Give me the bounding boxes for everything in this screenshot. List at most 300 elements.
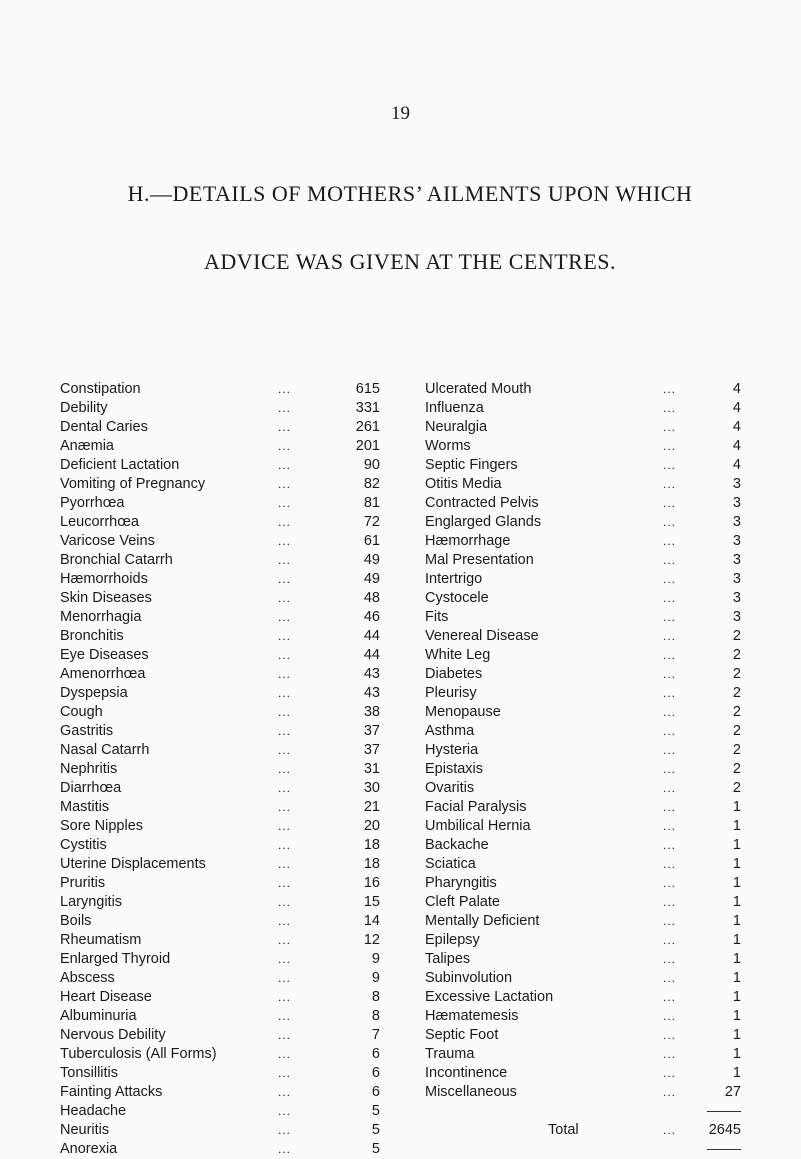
ailment-row: [60, 1064, 380, 1083]
ailment-row: [60, 1121, 380, 1140]
ailment-count: 20: [363, 818, 380, 834]
leader-dots: ...: [278, 667, 292, 681]
ailment-name: Cleft Palate: [425, 894, 500, 910]
ailment-count: 1: [732, 837, 741, 853]
leader-dots: ...: [278, 819, 292, 833]
ailment-name: Worms: [425, 438, 471, 454]
ailment-row: [425, 475, 741, 494]
ailment-count: 12: [363, 932, 380, 948]
ailment-name: Pharyngitis: [425, 875, 497, 891]
ailment-count: 3: [732, 533, 741, 549]
ailment-count: 90: [363, 457, 380, 473]
ailment-row: [60, 437, 380, 456]
ailment-count: 18: [363, 837, 380, 853]
ailment-row: [425, 912, 741, 931]
ailment-name: Mastitis: [60, 799, 110, 815]
leader-dots: ...: [278, 1104, 292, 1118]
ailment-name: Hæmatemesis: [425, 1008, 519, 1024]
ailment-count: 2: [732, 685, 741, 701]
ailment-row: [60, 646, 380, 665]
ailment-name: Excessive Lactation: [425, 989, 554, 1005]
ailment-count: 8: [371, 1008, 380, 1024]
leader-dots: ...: [663, 439, 677, 453]
ailment-count: 81: [363, 495, 380, 511]
leader-dots: ...: [278, 952, 292, 966]
ailment-name: Sciatica: [425, 856, 476, 872]
ailment-count: 1: [732, 875, 741, 891]
ailment-count: 1: [732, 1046, 741, 1062]
leader-dots: ...: [278, 420, 292, 434]
total-rule-top-row: [425, 1102, 741, 1121]
ailment-count: 261: [355, 419, 380, 435]
ailment-row: [425, 836, 741, 855]
leader-dots: ...: [663, 458, 677, 472]
leader-dots: ...: [663, 952, 677, 966]
ailment-name: Rheumatism: [60, 932, 142, 948]
ailment-count: 44: [363, 628, 380, 644]
ailment-row: [425, 893, 741, 912]
ailment-count: 2: [732, 780, 741, 796]
ailment-name: Deficient Lactation: [60, 457, 180, 473]
ailment-name: Dyspepsia: [60, 685, 128, 701]
ailment-count: 1: [732, 1008, 741, 1024]
ailment-name: Cystitis: [60, 837, 107, 853]
ailment-count: 1: [732, 1027, 741, 1043]
ailment-row: [60, 456, 380, 475]
ailment-count: 2: [732, 742, 741, 758]
ailment-count: 4: [732, 419, 741, 435]
ailment-name: Hæmorrhoids: [60, 571, 148, 587]
ailment-count: 331: [355, 400, 380, 416]
ailment-count: 4: [732, 438, 741, 454]
leader-dots: ...: [663, 990, 677, 1004]
leader-dots: ...: [663, 819, 677, 833]
leader-dots: ...: [663, 496, 677, 510]
ailment-name: Headache: [60, 1103, 127, 1119]
ailment-count: 1: [732, 970, 741, 986]
ailment-name: Enlarged Thyroid: [60, 951, 171, 967]
ailment-name: Ovaritis: [425, 780, 475, 796]
leader-dots: ...: [663, 534, 677, 548]
ailment-name: Influenza: [425, 400, 484, 416]
ailment-row: [60, 475, 380, 494]
ailment-name: Otitis Media: [425, 476, 502, 492]
ailment-row: [60, 950, 380, 969]
ailment-name: Tuberculosis (All Forms): [60, 1046, 217, 1062]
ailment-name: Septic Fingers: [425, 457, 518, 473]
ailment-name: Tonsillitis: [60, 1065, 119, 1081]
ailment-row: [60, 703, 380, 722]
leader-dots: ...: [663, 895, 677, 909]
ailment-row: [60, 665, 380, 684]
leader-dots: ...: [663, 838, 677, 852]
total-label: Total: [548, 1122, 579, 1138]
leader-dots: ...: [663, 553, 677, 567]
ailment-row: [425, 798, 741, 817]
ailment-count: 8: [371, 989, 380, 1005]
leader-dots: ...: [663, 781, 677, 795]
ailment-count: 37: [363, 742, 380, 758]
leader-dots: ...: [663, 420, 677, 434]
leader-dots: ...: [278, 401, 292, 415]
ailment-count: 46: [363, 609, 380, 625]
ailment-name: Sore Nipples: [60, 818, 144, 834]
ailment-count: 2: [732, 647, 741, 663]
leader-dots: ...: [278, 971, 292, 985]
ailment-row: [60, 627, 380, 646]
leader-dots: ...: [278, 876, 292, 890]
leader-dots: ...: [663, 762, 677, 776]
ailment-count: 4: [732, 457, 741, 473]
ailment-name: Albuminuria: [60, 1008, 137, 1024]
ailment-name: Anæmia: [60, 438, 114, 454]
ailment-name: Leucorrhœa: [60, 514, 139, 530]
ailment-count: 9: [371, 970, 380, 986]
leader-dots: ...: [663, 382, 677, 396]
leader-dots: ...: [278, 705, 292, 719]
ailment-count: 14: [363, 913, 380, 929]
leader-dots: ...: [278, 990, 292, 1004]
ailment-name: Epistaxis: [425, 761, 484, 777]
ailment-count: 16: [363, 875, 380, 891]
ailment-name: Trauma: [425, 1046, 475, 1062]
ailment-row: [60, 836, 380, 855]
leader-dots: ...: [278, 857, 292, 871]
ailment-row: [425, 1083, 741, 1102]
leader-dots: ...: [663, 610, 677, 624]
ailment-name: Talipes: [425, 951, 471, 967]
ailment-name: Debility: [60, 400, 108, 416]
leader-dots: ...: [278, 838, 292, 852]
ailment-name: Miscellaneous: [425, 1084, 517, 1100]
leader-dots: ...: [278, 458, 292, 472]
ailment-row: [425, 1007, 741, 1026]
ailment-name: Contracted Pelvis: [425, 495, 539, 511]
leader-dots: ...: [663, 914, 677, 928]
ailment-row: [60, 779, 380, 798]
ailment-row: [60, 1140, 380, 1159]
ailment-row: [425, 494, 741, 513]
ailment-count: 2: [732, 666, 741, 682]
ailment-count: 82: [363, 476, 380, 492]
leader-dots: ...: [278, 1123, 292, 1137]
ailment-row: [60, 608, 380, 627]
ailment-row: [425, 760, 741, 779]
ailment-row: [425, 950, 741, 969]
table-heading-line-2: ADVICE WAS GIVEN AT THE CENTRES.: [203, 249, 616, 274]
leader-dots: ...: [278, 1028, 292, 1042]
ailment-row: [60, 1026, 380, 1045]
leader-dots: ...: [278, 553, 292, 567]
ailment-row: [425, 399, 741, 418]
ailment-name: Ulcerated Mouth: [425, 381, 532, 397]
leader-dots: ...: [663, 1047, 677, 1061]
leader-dots: ...: [278, 1047, 292, 1061]
ailment-row: [425, 931, 741, 950]
leader-dots: ...: [278, 382, 292, 396]
ailment-row: [60, 1007, 380, 1026]
ailment-row: [425, 418, 741, 437]
ailment-count: 3: [732, 476, 741, 492]
total-rule-top: [707, 1111, 741, 1112]
ailment-name: Gastritis: [60, 723, 114, 739]
leader-dots: ...: [663, 876, 677, 890]
ailment-name: Epilepsy: [425, 932, 480, 948]
leader-dots: ...: [663, 1009, 677, 1023]
ailment-name: Uterine Displacements: [60, 856, 206, 872]
ailment-row: [425, 665, 741, 684]
leader-dots: ...: [663, 572, 677, 586]
page-number: 19: [391, 103, 410, 124]
ailment-row: [425, 722, 741, 741]
ailment-name: Cystocele: [425, 590, 489, 606]
ailment-count: 3: [732, 552, 741, 568]
ailment-count: 2: [732, 704, 741, 720]
leader-dots: ...: [278, 743, 292, 757]
ailment-row: [60, 1102, 380, 1121]
leader-dots: ...: [278, 933, 292, 947]
ailment-count: 3: [732, 571, 741, 587]
ailment-count: 9: [371, 951, 380, 967]
ailment-count: 6: [371, 1046, 380, 1062]
ailment-count: 3: [732, 495, 741, 511]
ailment-name: Boils: [60, 913, 92, 929]
ailment-name: Fainting Attacks: [60, 1084, 163, 1100]
leader-dots: ...: [278, 591, 292, 605]
ailment-row: [425, 1045, 741, 1064]
ailment-row: [60, 551, 380, 570]
ailment-name: White Leg: [425, 647, 491, 663]
ailment-name: Diarrhœa: [60, 780, 122, 796]
ailment-row: [60, 893, 380, 912]
ailment-name: Laryngitis: [60, 894, 123, 910]
leader-dots: ...: [663, 667, 677, 681]
leader-dots: ...: [278, 914, 292, 928]
ailment-row: [425, 380, 741, 399]
leader-dots: ...: [663, 401, 677, 415]
ailment-row: [60, 722, 380, 741]
ailment-count: 1: [732, 818, 741, 834]
ailment-name: Cough: [60, 704, 103, 720]
leader-dots: ...: [278, 1142, 292, 1156]
ailment-row: [60, 855, 380, 874]
leader-dots: ...: [278, 629, 292, 643]
ailment-row: [60, 399, 380, 418]
ailment-name: Venereal Disease: [425, 628, 539, 644]
ailment-count: 49: [363, 571, 380, 587]
ailment-row: [60, 969, 380, 988]
ailment-name: Intertrigo: [425, 571, 483, 587]
ailment-count: 21: [363, 799, 380, 815]
ailment-count: 44: [363, 647, 380, 663]
total-row: [425, 1121, 741, 1140]
left-ailment-column: [60, 380, 380, 1159]
ailment-name: Nervous Debility: [60, 1027, 166, 1043]
ailment-count: 43: [363, 685, 380, 701]
ailment-count: 4: [732, 400, 741, 416]
leader-dots: ...: [278, 439, 292, 453]
leader-dots: ...: [663, 800, 677, 814]
total-value: 2645: [708, 1122, 741, 1138]
ailment-row: [425, 646, 741, 665]
ailment-name: Hæmorrhage: [425, 533, 511, 549]
ailment-count: 72: [363, 514, 380, 530]
ailment-count: 27: [724, 1084, 741, 1100]
ailment-count: 2: [732, 628, 741, 644]
ailment-name: Subinvolution: [425, 970, 513, 986]
ailment-count: 4: [732, 381, 741, 397]
leader-dots: ...: [278, 762, 292, 776]
ailment-row: [60, 1083, 380, 1102]
ailment-row: [60, 513, 380, 532]
ailment-name: Facial Paralysis: [425, 799, 527, 815]
ailment-row: [60, 931, 380, 950]
leader-dots: ...: [278, 496, 292, 510]
ailment-row: [425, 570, 741, 589]
ailment-name: Eye Diseases: [60, 647, 149, 663]
ailment-count: 1: [732, 894, 741, 910]
ailment-name: Nephritis: [60, 761, 118, 777]
ailment-count: 7: [371, 1027, 380, 1043]
ailment-name: Heart Disease: [60, 989, 152, 1005]
ailment-count: 615: [355, 381, 380, 397]
ailment-name: Englarged Glands: [425, 514, 542, 530]
ailment-count: 15: [363, 894, 380, 910]
ailment-name: Constipation: [60, 381, 141, 397]
leader-dots: ...: [278, 477, 292, 491]
leader-dots: ...: [663, 705, 677, 719]
ailment-name: Umbilical Hernia: [425, 818, 531, 834]
ailment-row: [425, 532, 741, 551]
ailment-row: [60, 380, 380, 399]
ailment-row: [425, 684, 741, 703]
ailment-row: [60, 589, 380, 608]
ailment-count: 1: [732, 951, 741, 967]
ailment-name: Skin Diseases: [60, 590, 152, 606]
ailment-count: 201: [355, 438, 380, 454]
leader-dots: ...: [278, 572, 292, 586]
ailment-row: [60, 684, 380, 703]
ailment-name: Varicose Veins: [60, 533, 155, 549]
ailment-name: Mentally Deficient: [425, 913, 540, 929]
ailment-name: Pruritis: [60, 875, 106, 891]
ailment-name: Anorexia: [60, 1141, 118, 1157]
leader-dots: ...: [663, 743, 677, 757]
leader-dots: ...: [663, 1085, 677, 1099]
ailment-row: [425, 627, 741, 646]
ailment-row: [425, 741, 741, 760]
ailment-row: [425, 437, 741, 456]
ailment-name: Dental Caries: [60, 419, 148, 435]
leader-dots: ...: [278, 610, 292, 624]
ailment-name: Septic Foot: [425, 1027, 499, 1043]
ailment-row: [60, 532, 380, 551]
ailment-row: [60, 912, 380, 931]
ailment-row: [425, 589, 741, 608]
ailment-count: 5: [371, 1122, 380, 1138]
ailment-name: Diabetes: [425, 666, 483, 682]
leader-dots: ...: [663, 686, 677, 700]
total-rule-bottom: [707, 1149, 741, 1150]
ailment-count: 1: [732, 1065, 741, 1081]
leader-dots: ...: [663, 515, 677, 529]
ailment-row: [425, 874, 741, 893]
leader-dots: ...: [278, 1009, 292, 1023]
ailment-name: Abscess: [60, 970, 115, 986]
right-ailment-rows: [425, 380, 741, 1102]
ailment-count: 37: [363, 723, 380, 739]
ailment-name: Backache: [425, 837, 489, 853]
ailment-row: [425, 1026, 741, 1045]
ailment-count: 43: [363, 666, 380, 682]
leader-dots: ...: [278, 534, 292, 548]
leader-dots: ...: [663, 477, 677, 491]
leader-dots: ...: [663, 1066, 677, 1080]
leader-dots: ...: [663, 971, 677, 985]
leader-dots: ...: [278, 686, 292, 700]
ailment-count: 18: [363, 856, 380, 872]
leader-dots: ...: [278, 1085, 292, 1099]
ailment-count: 48: [363, 590, 380, 606]
ailment-row: [425, 608, 741, 627]
ailment-row: [60, 741, 380, 760]
ailment-count: 61: [363, 533, 380, 549]
ailment-row: [60, 418, 380, 437]
leader-dots: ...: [278, 1066, 292, 1080]
ailment-row: [60, 760, 380, 779]
ailment-count: 1: [732, 932, 741, 948]
leader-dots: ...: [663, 1028, 677, 1042]
leader-dots: ...: [278, 724, 292, 738]
leader-dots: ...: [663, 591, 677, 605]
leader-dots: ...: [663, 648, 677, 662]
ailment-count: 2: [732, 723, 741, 739]
ailment-row: [425, 969, 741, 988]
ailment-count: 1: [732, 856, 741, 872]
ailment-name: Incontinence: [425, 1065, 508, 1081]
ailment-count: 5: [371, 1141, 380, 1157]
ailment-name: Nasal Catarrh: [60, 742, 150, 758]
ailment-count: 38: [363, 704, 380, 720]
ailment-count: 1: [732, 989, 741, 1005]
ailment-count: 1: [732, 799, 741, 815]
leader-dots: ...: [663, 857, 677, 871]
ailment-name: Pyorrhœa: [60, 495, 125, 511]
ailment-name: Bronchitis: [60, 628, 124, 644]
leader-dots: ...: [278, 781, 292, 795]
ailment-row: [425, 456, 741, 475]
ailment-row: [425, 855, 741, 874]
ailment-row: [60, 570, 380, 589]
leader-dots: ...: [278, 800, 292, 814]
ailment-row: [425, 513, 741, 532]
ailment-row: [425, 779, 741, 798]
ailment-name: Vomiting of Pregnancy: [60, 476, 206, 492]
table-heading-line-1: H.—DETAILS OF MOTHERS’ AILMENTS UPON WHICH: [127, 181, 693, 206]
ailment-count: 3: [732, 609, 741, 625]
ailment-count: 6: [371, 1065, 380, 1081]
ailment-row: [60, 1045, 380, 1064]
ailment-count: 5: [371, 1103, 380, 1119]
ailment-name: Mal Presentation: [425, 552, 534, 568]
ailment-count: 30: [363, 780, 380, 796]
ailment-row: [60, 817, 380, 836]
ailment-count: 6: [371, 1084, 380, 1100]
leader-dots: ...: [278, 895, 292, 909]
ailment-name: Pleurisy: [425, 685, 477, 701]
ailment-count: 2: [732, 761, 741, 777]
ailment-row: [425, 551, 741, 570]
